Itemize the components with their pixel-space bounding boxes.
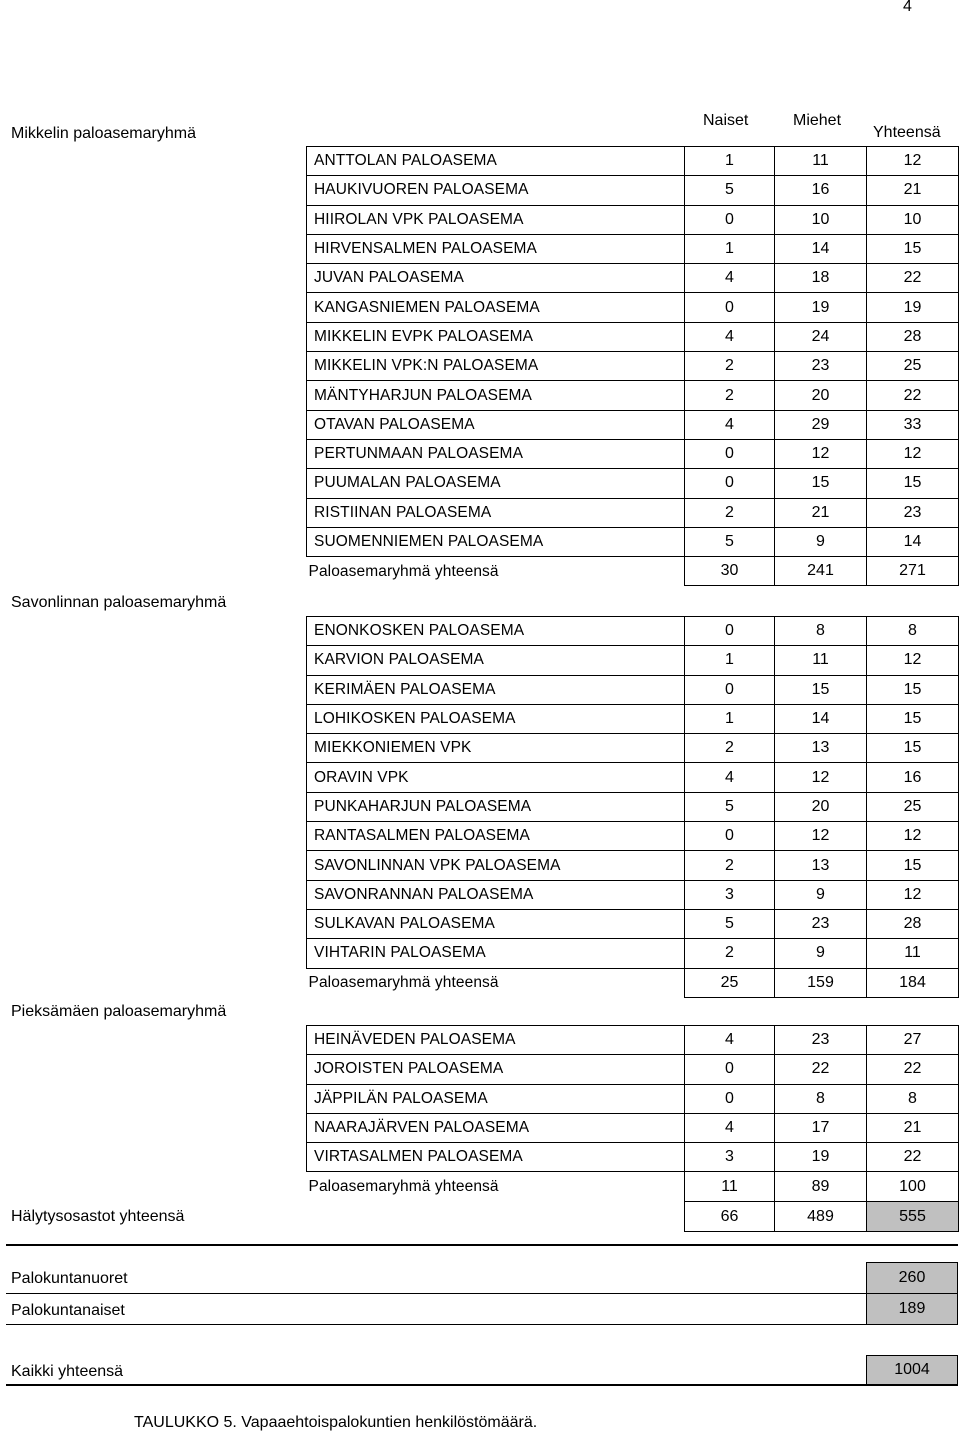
group-total-row [307,557,959,586]
naiset-value: 1 [685,147,775,176]
miehet-value: 12 [775,439,867,468]
grand-total-row [685,1202,959,1232]
station-name: OTAVAN PALOASEMA [307,410,685,439]
naiset-value: 1 [685,646,775,675]
miehet-value: 11 [775,646,867,675]
station-name: VIRTASALMEN PALOASEMA [307,1143,685,1172]
table-row [307,1143,959,1172]
table-row [307,352,959,381]
table-row [307,675,959,704]
naiset-value: 5 [685,909,775,938]
miehet-value: 22 [775,1055,867,1084]
naiset-value: 0 [685,205,775,234]
miehet-value: 241 [775,557,867,586]
table-row [307,498,959,527]
table-row [307,527,959,556]
yhteensa-value: 12 [867,822,959,851]
table-row [307,410,959,439]
station-name: PUNKAHARJUN PALOASEMA [307,792,685,821]
table-row [307,851,959,880]
table-row [307,909,959,938]
table-row [307,1026,959,1055]
table-row [307,822,959,851]
miehet-value: 10 [775,205,867,234]
extra-label-nuoret: Palokuntanuoret [11,1270,128,1287]
table-row [307,1084,959,1113]
table-row [307,1055,959,1084]
naiset-value: 2 [685,851,775,880]
table-row [307,439,959,468]
station-name: ANTTOLAN PALOASEMA [307,147,685,176]
station-name: ENONKOSKEN PALOASEMA [307,617,685,646]
divider-line [6,1244,958,1246]
naiset-value: 1 [685,704,775,733]
grand-total-table [684,1201,959,1232]
naiset-value: 5 [685,527,775,556]
table-row [307,469,959,498]
station-name: VIHTARIN PALOASEMA [307,939,685,968]
divider-line [6,1324,958,1325]
table-row [307,1113,959,1142]
group-label-savonlinna: Savonlinnan paloasemaryhmä [11,594,227,611]
station-name: SULKAVAN PALOASEMA [307,909,685,938]
table-row [307,646,959,675]
yhteensa-value: 12 [867,880,959,909]
miehet-value: 11 [775,147,867,176]
miehet-value: 8 [775,617,867,646]
naiset-value: 2 [685,381,775,410]
yhteensa-value: 22 [867,264,959,293]
station-name: MÄNTYHARJUN PALOASEMA [307,381,685,410]
miehet-value: 18 [775,264,867,293]
yhteensa-value: 12 [867,439,959,468]
yhteensa-value: 25 [867,352,959,381]
naiset-value: 4 [685,410,775,439]
yhteensa-value: 23 [867,498,959,527]
naiset-value: 0 [685,1055,775,1084]
yhteensa-value: 22 [867,1055,959,1084]
naiset-value: 4 [685,763,775,792]
naiset-value: 1 [685,234,775,263]
naiset-value: 2 [685,352,775,381]
station-name: HEINÄVEDEN PALOASEMA [307,1026,685,1055]
miehet-value: 8 [775,1084,867,1113]
naiset-value: 0 [685,1084,775,1113]
miehet-value: 23 [775,352,867,381]
yhteensa-value: 16 [867,763,959,792]
miehet-value: 19 [775,1143,867,1172]
station-name: SAVONRANNAN PALOASEMA [307,880,685,909]
naiset-value: 5 [685,792,775,821]
group-label-pieksamaki: Pieksämäen paloasemaryhmä [11,1003,227,1020]
station-name: PERTUNMAAN PALOASEMA [307,439,685,468]
naiset-value: 3 [685,1143,775,1172]
extra-label-naiset: Palokuntanaiset [11,1302,125,1319]
naiset-value: 4 [685,1113,775,1142]
yhteensa-value: 12 [867,147,959,176]
yhteensa-value: 28 [867,909,959,938]
station-name: HIRVENSALMEN PALOASEMA [307,234,685,263]
station-name: RANTASALMEN PALOASEMA [307,822,685,851]
column-header-yhteensa: Yhteensä [873,124,941,141]
yhteensa-value: 12 [867,646,959,675]
naiset-value: 5 [685,176,775,205]
miehet-value: 16 [775,176,867,205]
yhteensa-value: 8 [867,617,959,646]
all-total-value: 1004 [866,1355,958,1385]
group-total-label: Paloasemaryhmä yhteensä [308,562,499,580]
miehet-value: 9 [775,527,867,556]
miehet-value: 19 [775,293,867,322]
yhteensa-value: 271 [867,557,959,586]
yhteensa-value: 14 [867,527,959,556]
yhteensa-value: 11 [867,939,959,968]
yhteensa-value: 10 [867,205,959,234]
station-name: MIEKKONIEMEN VPK [307,734,685,763]
miehet-value: 24 [775,322,867,351]
yhteensa-value: 15 [867,675,959,704]
naiset-value: 4 [685,322,775,351]
miehet-value: 13 [775,851,867,880]
station-name: SAVONLINNAN VPK PALOASEMA [307,851,685,880]
naiset-value: 25 [685,968,775,997]
station-name: KARVION PALOASEMA [307,646,685,675]
station-table-pieksamaki [306,1025,959,1202]
table-row [307,939,959,968]
yhteensa-value: 15 [867,734,959,763]
miehet-value: 14 [775,704,867,733]
table-row [307,381,959,410]
table-row [307,176,959,205]
naiset-value: 0 [685,469,775,498]
miehet-value: 23 [775,909,867,938]
miehet-value: 15 [775,675,867,704]
yhteensa-value: 25 [867,792,959,821]
station-name: PUUMALAN PALOASEMA [307,469,685,498]
yhteensa-value: 21 [867,1113,959,1142]
miehet-value: 12 [775,763,867,792]
station-name: KANGASNIEMEN PALOASEMA [307,293,685,322]
naiset-value: 0 [685,822,775,851]
table-row [307,617,959,646]
group-label-mikkeli: Mikkelin paloasemaryhmä [11,125,196,142]
station-name: MIKKELIN EVPK PALOASEMA [307,322,685,351]
miehet-value: 20 [775,381,867,410]
miehet-value: 13 [775,734,867,763]
yhteensa-value: 28 [867,322,959,351]
table-row [307,147,959,176]
group-total-row [307,1172,959,1201]
yhteensa-value: 15 [867,704,959,733]
miehet-value: 159 [775,968,867,997]
yhteensa-value: 15 [867,234,959,263]
station-name: MIKKELIN VPK:N PALOASEMA [307,352,685,381]
miehet-value: 9 [775,880,867,909]
yhteensa-value: 21 [867,176,959,205]
naiset-value: 11 [685,1172,775,1201]
grand-total-naiset: 66 [685,1202,775,1232]
extra-value-naiset: 189 [866,1293,958,1325]
yhteensa-value: 33 [867,410,959,439]
miehet-value: 17 [775,1113,867,1142]
station-table-mikkeli [306,146,959,586]
yhteensa-value: 8 [867,1084,959,1113]
naiset-value: 3 [685,880,775,909]
station-name: RISTIINAN PALOASEMA [307,498,685,527]
station-name: JÄPPILÄN PALOASEMA [307,1084,685,1113]
station-name: SUOMENNIEMEN PALOASEMA [307,527,685,556]
miehet-value: 20 [775,792,867,821]
column-header-naiset: Naiset [703,112,749,129]
naiset-value: 2 [685,498,775,527]
extra-value-nuoret: 260 [866,1262,958,1294]
miehet-value: 14 [775,234,867,263]
table-row [307,205,959,234]
yhteensa-value: 184 [867,968,959,997]
table-row [307,234,959,263]
grand-total-label: Hälytysosastot yhteensä [11,1208,185,1225]
yhteensa-value: 22 [867,1143,959,1172]
naiset-value: 0 [685,439,775,468]
group-total-row [307,968,959,997]
table-row [307,734,959,763]
yhteensa-value: 19 [867,293,959,322]
table-row [307,792,959,821]
station-name: HIIROLAN VPK PALOASEMA [307,205,685,234]
miehet-value: 29 [775,410,867,439]
naiset-value: 2 [685,939,775,968]
miehet-value: 12 [775,822,867,851]
station-name: LOHIKOSKEN PALOASEMA [307,704,685,733]
station-name: KERIMÄEN PALOASEMA [307,675,685,704]
page-number: 4 [903,0,912,15]
naiset-value: 4 [685,264,775,293]
station-name: JOROISTEN PALOASEMA [307,1055,685,1084]
yhteensa-value: 15 [867,469,959,498]
yhteensa-value: 22 [867,381,959,410]
table-caption: TAULUKKO 5. Vapaaehtoispalokuntien henkilöstömäärä. [134,1414,538,1431]
naiset-value: 0 [685,617,775,646]
table-row [307,704,959,733]
divider-line [6,1384,958,1386]
yhteensa-value: 27 [867,1026,959,1055]
table-row [307,264,959,293]
yhteensa-value: 100 [867,1172,959,1201]
all-total-label: Kaikki yhteensä [11,1363,124,1380]
miehet-value: 21 [775,498,867,527]
miehet-value: 23 [775,1026,867,1055]
naiset-value: 4 [685,1026,775,1055]
station-name: NAARAJÄRVEN PALOASEMA [307,1113,685,1142]
station-name: JUVAN PALOASEMA [307,264,685,293]
table-row [307,763,959,792]
group-total-label: Paloasemaryhmä yhteensä [308,973,499,991]
naiset-value: 30 [685,557,775,586]
table-row [307,880,959,909]
miehet-value: 15 [775,469,867,498]
miehet-value: 9 [775,939,867,968]
table-row [307,293,959,322]
naiset-value: 0 [685,675,775,704]
naiset-value: 0 [685,293,775,322]
divider-line [6,1293,958,1294]
column-header-miehet: Miehet [793,112,842,129]
station-name: HAUKIVUOREN PALOASEMA [307,176,685,205]
station-table-savonlinna [306,616,959,998]
miehet-value: 89 [775,1172,867,1201]
group-total-label: Paloasemaryhmä yhteensä [308,1177,499,1195]
grand-total-miehet: 489 [775,1202,867,1232]
naiset-value: 2 [685,734,775,763]
grand-total-yhteensa: 555 [867,1202,959,1232]
table-row [307,322,959,351]
yhteensa-value: 15 [867,851,959,880]
station-name: ORAVIN VPK [307,763,685,792]
